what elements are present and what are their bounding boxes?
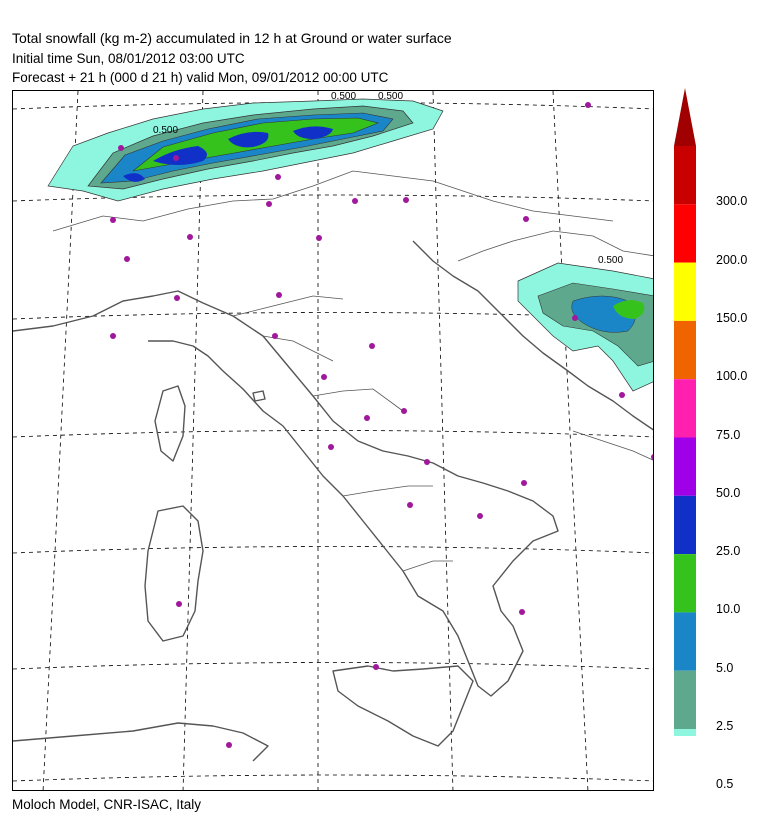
city-marker [364,415,370,421]
legend-swatch [674,146,696,204]
legend-swatch [674,379,696,437]
city-marker [585,102,591,108]
map-title: Total snowfall (kg m-2) accumulated in 12 h at Ground or water surface [12,30,452,46]
city-marker [316,235,322,241]
map-panel [12,90,654,791]
legend-level-label: 25.0 [716,544,741,559]
city-marker [124,256,130,262]
legend-swatch [674,729,696,736]
legend-level-label: 5.0 [716,660,734,675]
legend-colorbar [674,88,696,736]
city-marker [519,609,525,615]
city-marker [110,217,116,223]
city-marker [328,444,334,450]
city-marker [352,198,358,204]
city-marker [424,459,430,465]
city-marker [572,315,578,321]
city-marker [373,664,379,670]
city-marker [176,601,182,607]
city-marker [173,155,179,161]
city-marker [403,197,409,203]
city-marker [521,480,527,486]
city-marker [110,333,116,339]
legend-swatch [674,671,696,729]
legend-level-label: 0.5 [716,777,734,792]
legend-level-label: 150.0 [716,310,748,325]
city-marker [266,201,272,207]
snowfall-map [13,91,654,791]
city-marker [523,216,529,222]
city-marker [477,513,483,519]
legend-level-label: 10.0 [716,602,741,617]
legend-swatch [674,438,696,496]
city-marker [321,374,327,380]
city-markers [110,102,654,748]
legend-swatch [674,321,696,379]
model-credit: Moloch Model, CNR-ISAC, Italy [12,797,202,812]
city-marker [407,502,413,508]
snowfall-area-balkans [518,263,654,391]
legend-swatch [674,263,696,321]
city-marker [369,343,375,349]
legend-arrow-max [674,88,696,146]
city-marker [276,292,282,298]
city-marker [226,742,232,748]
initial-time: Initial time Sun, 08/01/2012 03:00 UTC [12,51,245,66]
legend-swatch [674,496,696,554]
contour-label: 0.500 [331,91,357,102]
legend-level-label: 200.0 [716,252,748,267]
legend-swatch [674,554,696,612]
legend-level-label: 100.0 [716,369,748,384]
legend-level-label: 300.0 [716,194,748,209]
city-marker [187,234,193,240]
legend-swatch [674,612,696,670]
legend-level-label: 75.0 [716,427,741,442]
legend-level-label: 2.5 [716,719,734,733]
contour-label: 0.500 [598,255,624,266]
city-marker [272,333,278,339]
city-marker [619,392,625,398]
contour-label: 0.500 [153,125,179,136]
city-marker [401,408,407,414]
city-marker [118,145,124,151]
snowfall-area-alps [48,99,443,201]
legend-swatch [674,204,696,262]
region-borders [53,171,654,571]
forecast-valid-time: Forecast + 21 h (000 d 21 h) valid Mon, 09/01/2012 00:00 UTC [12,70,389,85]
city-marker [275,174,281,180]
legend-level-label: 50.0 [716,485,741,500]
city-marker [174,295,180,301]
contour-label: 0.500 [378,91,404,102]
